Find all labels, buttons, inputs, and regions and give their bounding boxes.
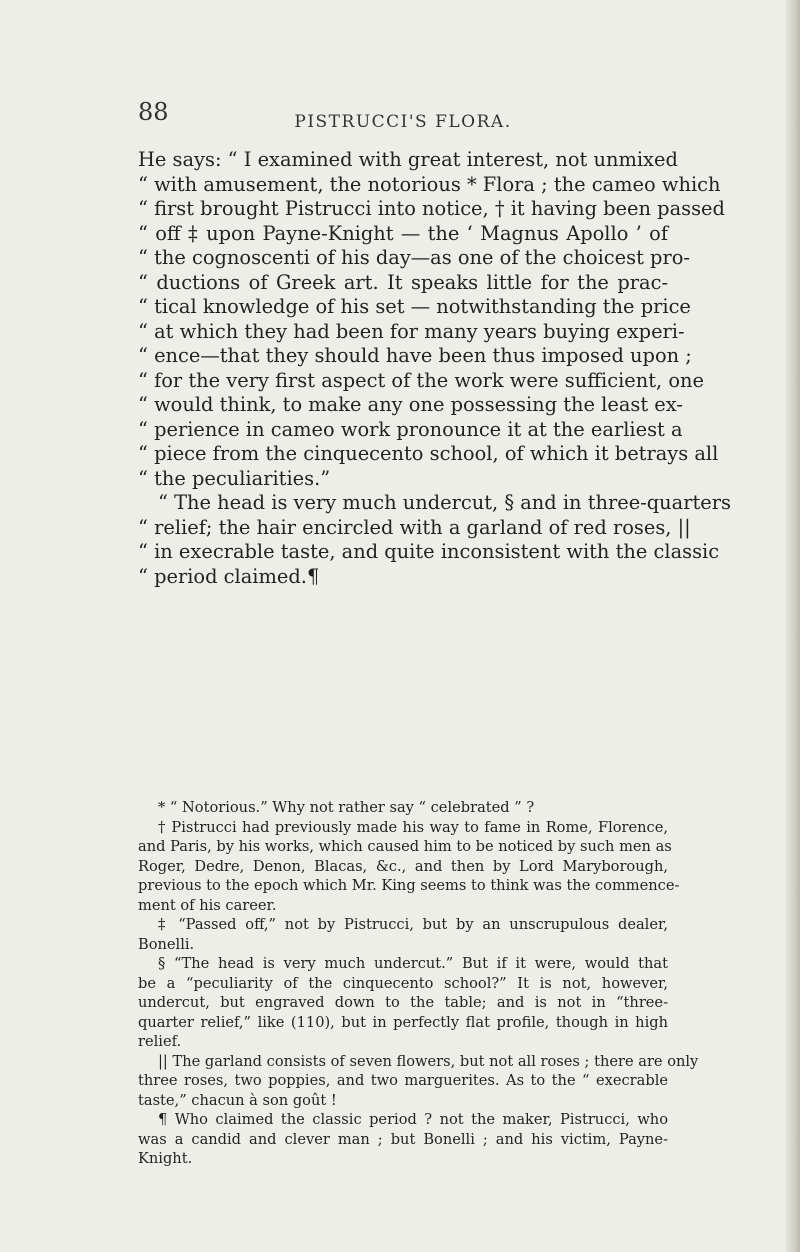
- text-line: “ piece from the cinquecento school, of which it betrays all: [138, 442, 719, 465]
- footnote-line: taste,” chacun à son goût !: [138, 1091, 337, 1109]
- main-text: [138, 148, 731, 589]
- text-line: “ at which they had been for many years buying experi-: [138, 319, 685, 343]
- text-line: “ tical knowledge of his set — notwithstanding the price: [138, 295, 691, 318]
- text-line: “ relief; the hair encircled with a garland of red roses, ||: [138, 515, 691, 539]
- footnote-line: Knight.: [138, 1150, 193, 1167]
- page-header: [138, 98, 668, 138]
- text-line: “ period claimed.¶: [138, 564, 320, 588]
- text-line: “ the peculiarities.”: [138, 466, 331, 490]
- footnote-line: * “ Notorious.” Why not rather say “ celebrated ” ?: [158, 799, 535, 816]
- text-line: “ ence—that they should have been thus imposed upon ;: [138, 344, 692, 367]
- footnote-line: Bonelli.: [138, 935, 195, 953]
- text-line: He says: “ I examined with great interest, not unmixed: [138, 148, 678, 171]
- footnote-line: undercut, but engraved down to the table; and is not in “three-: [138, 994, 668, 1011]
- text-line: “ with amusement, the notorious * Flora ; the cameo which: [138, 172, 721, 196]
- text-line: “ would think, to make any one possessing the least ex-: [138, 393, 683, 416]
- footnote: [138, 915, 668, 954]
- footnote-line: and Paris, by his works, which caused him to be noticed by such men as: [138, 838, 672, 855]
- paragraph: [138, 148, 725, 491]
- footnote-line: quarter relief,” like (110), but in perfectly flat profile, though in high: [138, 1013, 668, 1031]
- footnote-line: † Pistrucci had previously made his way to fame in Rome, Florence,: [158, 818, 668, 836]
- paragraph: [138, 491, 731, 589]
- text-line: “ The head is very much undercut, § and in three-quarters: [158, 491, 731, 514]
- text-line: “ the cognoscenti of his day—as one of the choicest pro-: [138, 246, 690, 269]
- text-line: “ off ‡ upon Payne-Knight — the ‘ Magnus Apollo ’ of: [138, 221, 668, 245]
- footnote-line: || The garland consists of seven flowers, but not all roses ; there are only: [158, 1052, 699, 1070]
- footnote: [138, 1110, 668, 1169]
- footnote: [138, 798, 668, 818]
- footnote-line: was a candid and clever man ; but Bonelli ; and his victim, Payne-: [138, 1130, 668, 1148]
- footnote-line: § “The head is very much undercut.” But if it were, would that: [158, 955, 668, 972]
- footnote-line: ‡ “Passed off,” not by Pistrucci, but by an unscrupulous dealer,: [158, 916, 668, 933]
- running-head: PISTRUCCI'S FLORA.: [294, 112, 512, 132]
- footnote: [138, 1052, 699, 1111]
- footnote-line: be a “peculiarity of the cinquecento school?” It is not, however,: [138, 974, 668, 992]
- footnote: [138, 818, 680, 916]
- text-line: “ ductions of Greek art. It speaks little for the prac-: [138, 270, 668, 294]
- text-line: “ perience in cameo work pronounce it at the earliest a: [138, 417, 683, 441]
- page-number: 88: [138, 98, 169, 126]
- text-line: “ first brought Pistrucci into notice, † it having been passed: [138, 197, 725, 220]
- footnote-line: relief.: [138, 1033, 182, 1050]
- footnote-line: ¶ Who claimed the classic period ? not the maker, Pistrucci, who: [158, 1111, 668, 1128]
- footnote-line: previous to the epoch which Mr. King seems to think was the commence-: [138, 877, 680, 894]
- footnote-line: Roger, Dedre, Denon, Blacas, &c., and then by Lord Maryborough,: [138, 857, 668, 875]
- text-line: “ for the very first aspect of the work were sufficient, one: [138, 368, 704, 392]
- footnote: [138, 954, 668, 1052]
- text-line: “ in execrable taste, and quite inconsistent with the classic: [138, 540, 720, 563]
- footnotes: [138, 798, 699, 1169]
- footnote-line: ment of his career.: [138, 896, 277, 914]
- page-edge: [786, 0, 800, 1252]
- footnote-line: three roses, two poppies, and two marguerites. As to the “ execrable: [138, 1072, 668, 1089]
